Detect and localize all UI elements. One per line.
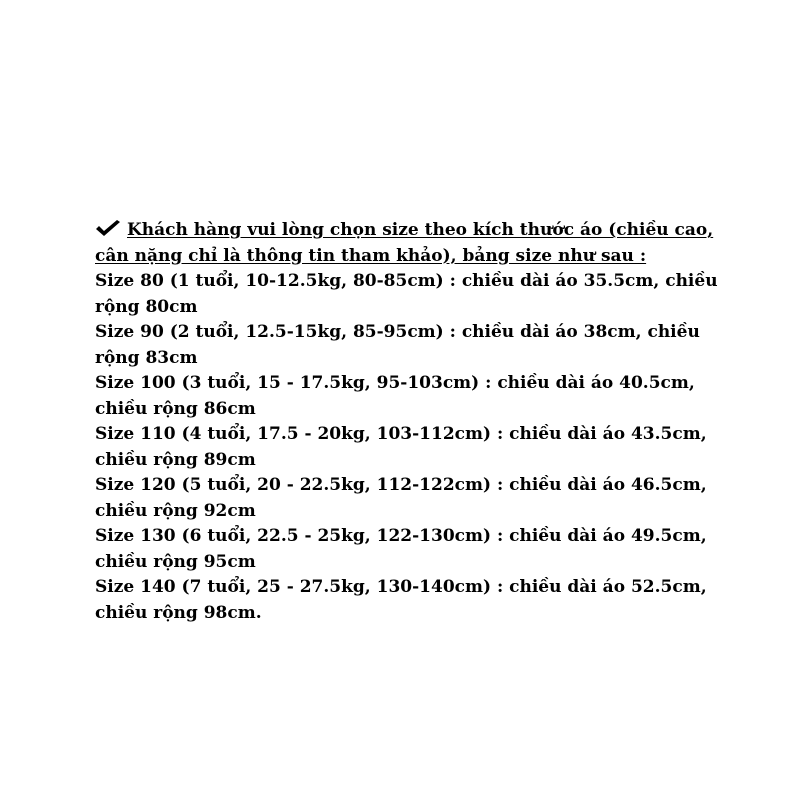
size-130-line: Size 130 (6 tuổi, 22.5 - 25kg, 122-130cm) : chiều dài áo 49.5cm, chiều rộng 95cm	[95, 526, 707, 572]
checkmark-icon	[95, 219, 121, 237]
size-140-line: Size 140 (7 tuổi, 25 - 27.5kg, 130-140cm) : chiều dài áo 52.5cm, chiều rộng 98cm.	[95, 577, 707, 623]
size-100-line: Size 100 (3 tuổi, 15 - 17.5kg, 95-103cm) : chiều dài áo 40.5cm, chiều rộng 86cm	[95, 373, 695, 419]
size-90-line: Size 90 (2 tuổi, 12.5-15kg, 85-95cm) : chiều dài áo 38cm, chiều rộng 83cm	[95, 322, 700, 368]
size-guide	[95, 218, 735, 626]
size-110-line: Size 110 (4 tuổi, 17.5 - 20kg, 103-112cm) : chiều dài áo 43.5cm, chiều rộng 89cm	[95, 424, 707, 470]
heading-text: Khách hàng vui lòng chọn size theo kích thước áo (chiều cao, cân nặng chỉ là thông tin tham khảo), bảng size như sau :	[95, 220, 714, 266]
size-guide-heading	[95, 218, 735, 269]
size-120-line: Size 120 (5 tuổi, 20 - 22.5kg, 112-122cm) : chiều dài áo 46.5cm, chiều rộng 92cm	[95, 475, 707, 521]
size-80-line: Size 80 (1 tuổi, 10-12.5kg, 80-85cm) : chiều dài áo 35.5cm, chiều rộng 80cm	[95, 271, 718, 317]
